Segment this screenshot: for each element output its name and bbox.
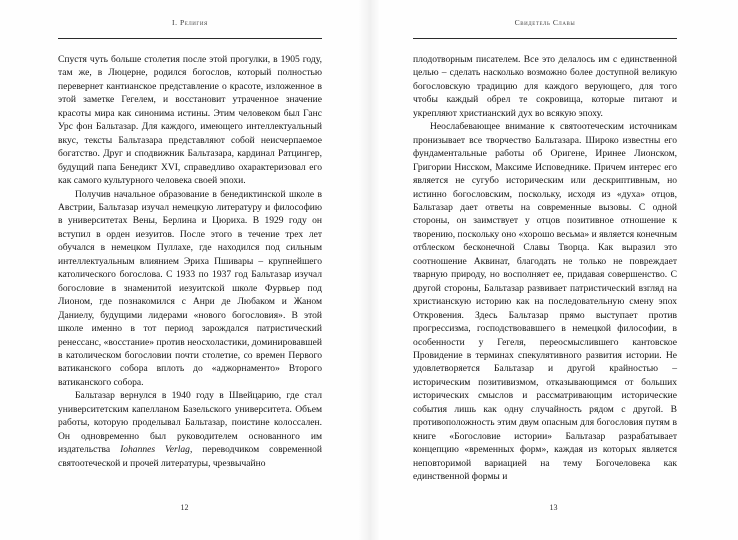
paragraph-text-before-italic: Бальтазар вернулся в 1940 году в Швейцарию, где стал университетским капелланом Базельского университета. Объем работы, которую проделывал Бальтазар, поистине колоссален. Он одновременно был руководителем основанного им издательства bbox=[58, 390, 322, 456]
page-right-text-block bbox=[413, 0, 677, 540]
publisher-name-italic: Iohannes Verlag bbox=[120, 444, 190, 456]
paragraph: Неослабевающее внимание к святоотеческим источникам пронизывает все творчество Бальтазара. Широко известны его фундаментальные работы об Оригене, Иринее Лионском, Григории Нисском, Максиме Исповеднике. Причем интерес его является не сугубо историческим или дескриптивным, но истинно богословским, поскольку, исходя из «духа» отцов, Бальтазар дает ответы на современные вызовы. С одной стороны, он заимствует у отцов позитивное отношение к творению, поскольку оно «хорошо весьма» и является конечным отблеском бесконечной Славы Творца. Как выразил это соотношение Аквинат, благодать не только не повреждает тварную природу, но восполняет ее, придавая совершенство. С другой стороны, Бальтазар развивает патристический взгляд на христианскую историю как на последовательную смену эпох Откровения. Здесь Бальтазар прямо выступает против прогрессизма, господствовавшего в немецкой философии, в особенности у Гегеля, переосмыслившего кантовское Провидение в терминах спекулятивного развития истории. Не удовлетворяется Бальтазар и другой крайностью – историческим позитивизмом, отказывающимся от больших исторических смыслов и рассматривающим исторические события лишь как одну случайность рядом с другой. В противоположность этим двум опасным для богословия путям в книге «Богословие истории» Бальтазар разрабатывает концепцию «временных форм», каждая из которых является неповторимой вариацией на тему Богочеловека как единственной формы и bbox=[413, 121, 677, 483]
paragraph: плодотворным писателем. Все это делалось им с единственной целью – сделать насколько возможно более доступной великую богословскую традицию для каждого верующего, для того чтобы каждый обрел те сокровища, которые питают и укрепляют христианский дух во всякую эпоху. bbox=[413, 54, 677, 119]
running-head-left: I. Религия bbox=[172, 18, 208, 27]
page-right bbox=[369, 0, 738, 540]
body-text-right bbox=[413, 53, 677, 484]
header-rule-left bbox=[58, 38, 322, 39]
page-number-left: 12 bbox=[180, 503, 189, 512]
page-left-text-block bbox=[58, 0, 322, 540]
paragraph-with-italic bbox=[58, 389, 322, 470]
paragraph: Получив начальное образование в бенедиктинской школе в Австрии, Бальтазар изучал немецкую литературу и философию в университетах Вены, Берлина и Цюриха. В 1929 году он вступил в орден иезуитов. После этого в течение трех лет обучался в немецком Пуллахе, где находился под сильным интеллектуальным влиянием Эриха Пшивары – крупнейшего католического богослова. С 1933 по 1937 год Бальтазар изучал богословие в знаменитой иезуитской школе Фурвьер под Лионом, где познакомился с Анри де Любаком и Жаном Даниелу, будущими лидерами «нового богословия». В этой школе именно в тот период зарождался патристический ренессанс, «восстание» против неосхоластики, доминировавшей в католическом богословии почти столетие, со времен Первого ватиканского собора вплоть до «аджорнаменто» Второго ватиканского собора. bbox=[58, 188, 322, 388]
body-text-left bbox=[58, 53, 322, 470]
header-rule-right bbox=[413, 38, 677, 39]
running-head-right: Свидетель Славы bbox=[514, 18, 576, 27]
paragraph-text-after-italic: , переводчиком современной святоотеческой и прочей литературы, чрезвычайно bbox=[58, 444, 323, 469]
page-number-right: 13 bbox=[549, 503, 558, 512]
paragraph: Спустя чуть больше столетия после этой прогулки, в 1905 году, там же, в Люцерне, родился богослов, который полностью перевернет кантианское представление о красоте, изложенное в этой заметке Гегелем, и восстановит утраченное значение красоты мира как синонима истины. Этим человеком был Ганс Урс фон Бальтазар. Для каждого, имеющего интеллектуальный вкус, тексты Бальтазара представляют собой неисчерпаемое богатство. Друг и сподвижник Бальтазара, кардинал Ратцингер, будущий папа Бенедикт XVI, справедливо охарактеризовал его как самого культурного человека своей эпохи. bbox=[58, 54, 322, 187]
